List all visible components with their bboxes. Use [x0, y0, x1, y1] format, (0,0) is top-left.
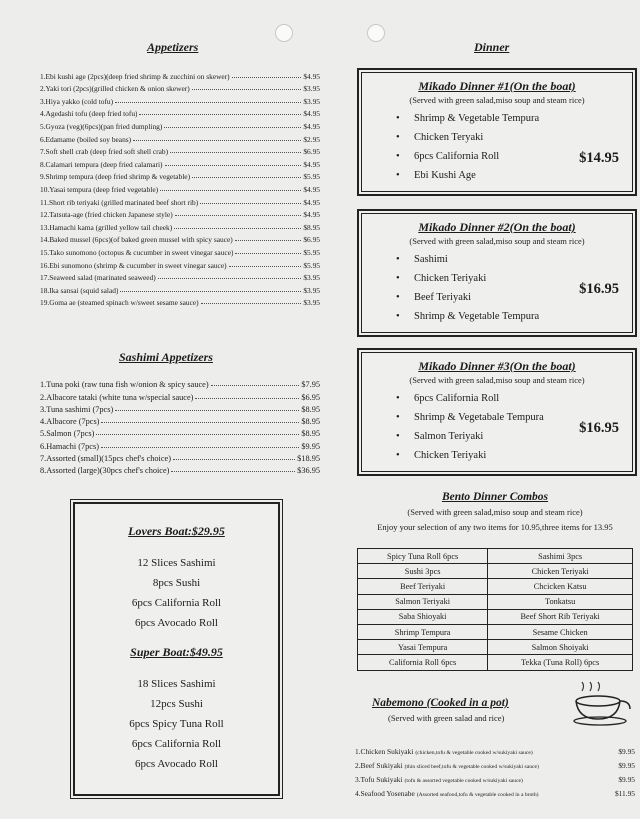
leader-dots [173, 459, 295, 460]
mikado-item: • 6pcs California Roll [414, 147, 635, 166]
item-price: $11.95 [614, 789, 635, 798]
mikado-title: Mikado Dinner #3(On the boat) [418, 359, 576, 373]
leader-dots [235, 240, 302, 241]
leader-dots [101, 422, 299, 423]
menu-item-row [40, 194, 320, 207]
mikado-items [359, 109, 635, 185]
leader-dots [201, 303, 302, 304]
bento-cell: Beef Teriyaki [358, 579, 488, 594]
item-price: $36.95 [297, 466, 320, 476]
leader-dots [139, 114, 301, 115]
bento-cell: Shrimp Tempura [358, 624, 488, 639]
leader-dots [133, 140, 301, 141]
mikado-item: • Shrimp & Vegetable Tempura [414, 307, 635, 326]
super-boat-title: Super Boat:$49.95 [130, 645, 223, 659]
item-price: $3.95 [303, 285, 320, 295]
item-price: $3.95 [303, 298, 320, 308]
item-name: 7.Soft shell crab (deep fried soft shell crab) [40, 147, 169, 157]
leader-dots [174, 228, 301, 229]
mikado-item: • Salmon Teriyaki [414, 427, 635, 446]
menu-item-row [40, 402, 320, 414]
item-price: $4.95 [303, 210, 320, 220]
appetizers-list [40, 68, 320, 307]
bento-cell: Tonkatsu [488, 594, 633, 609]
item-note: (thin sliced beef,tofu & vegetable cooked w/sukiyaki sauce) [404, 764, 539, 770]
bento-cell: Beef Short Rib Teriyaki [488, 609, 633, 624]
item-name: 5.Gyoza (veg)(6pcs)(pan fried dumpling) [40, 121, 163, 131]
item-name: 3.Hiya yakko (cold tofu) [40, 96, 114, 106]
menu-item-row [40, 131, 320, 144]
mikado-price: $16.95 [579, 420, 619, 436]
item-price: $4.95 [303, 109, 320, 119]
leader-dots [160, 190, 301, 191]
item-price: $6.95 [303, 235, 320, 245]
mikado-item: • Shrimp & Vegetabale Tempura [414, 408, 635, 427]
menu-item-row [40, 426, 320, 438]
item-name: 1.Tuna poki (raw tuna fish w/onion & spicy sauce) [40, 380, 209, 390]
bento-cell: Saba Shioyaki [358, 609, 488, 624]
item-price: $2.95 [303, 134, 320, 144]
menu-item-row [40, 106, 320, 119]
menu-item-row [40, 81, 320, 94]
bento-cell: Chicken Teriyaki [488, 564, 633, 579]
item-name: 4.Albacore (7pcs) [40, 417, 100, 427]
bento-cell: Sesame Chicken [488, 624, 633, 639]
item-name: 14.Baked mussel (6pcs)(of baked green mussel with spicy sauce) [40, 235, 233, 245]
bento-cell: Tekka (Tuna Roll) 6pcs [488, 655, 633, 670]
nabemono-row [355, 784, 635, 798]
super-boat-list [75, 674, 278, 774]
bento-row [358, 594, 633, 609]
item-name: 11.Short rib teriyaki (grilled marinated beef short rib) [40, 197, 199, 207]
bento-cell: Sashimi 3pcs [488, 549, 633, 564]
item-name: 8.Assorted (large)(30pcs chef's choice) [40, 466, 170, 476]
item-price: $3.95 [303, 84, 320, 94]
item-price: $5.95 [303, 247, 320, 257]
mikado-item: • Shrimp & Vegetable Tempura [414, 109, 635, 128]
mikado-dinner-3 [357, 348, 637, 476]
menu-item-row [40, 463, 320, 475]
mikado-price: $14.95 [579, 150, 619, 166]
item-price: $6.95 [303, 147, 320, 157]
item-price: $9.95 [301, 441, 320, 451]
bento-cell: California Roll 6pcs [358, 655, 488, 670]
nabemono-subtitle: (Served with green salad and rice) [388, 713, 505, 723]
item-price: $3.95 [303, 96, 320, 106]
item-note: (Assorted seafood,tofu & vegetable cooked in a broth) [416, 792, 539, 798]
menu-item-row [40, 207, 320, 220]
bento-row [358, 549, 633, 564]
binder-hole-right [367, 24, 385, 42]
menu-item-row [40, 169, 320, 182]
menu-item-row [40, 156, 320, 169]
item-price: $8.95 [301, 404, 320, 414]
mikado-item: • Ebi Kushi Age [414, 166, 635, 185]
item-price: $3.95 [303, 273, 320, 283]
binder-hole-left [275, 24, 293, 42]
item-price: $8.95 [301, 417, 320, 427]
item-name: 13.Hamachi kama (grilled yellow tail cheek) [40, 222, 173, 232]
nabemono-row [355, 742, 635, 756]
menu-item-row [40, 118, 320, 131]
super-boat-item: 6pcs California Roll [131, 738, 222, 750]
lovers-boat-item: 6pcs California Roll [131, 597, 222, 609]
menu-item-row [40, 257, 320, 270]
item-name: 2.Beef Sukiyaki [355, 761, 403, 770]
super-boat-item: 18 Slices Sashimi [137, 678, 216, 690]
item-price: $9.95 [618, 775, 635, 784]
item-price: $9.95 [618, 747, 635, 756]
lovers-boat-list [75, 553, 278, 633]
bento-row [358, 579, 633, 594]
menu-item-row [40, 244, 320, 257]
bento-row [358, 609, 633, 624]
item-name: 1.Ebi kushi age (2pcs)(deep fried shrimp & zucchini on skewer) [40, 71, 230, 81]
leader-dots [211, 385, 300, 386]
leader-dots [101, 447, 299, 448]
lovers-boat-item: 6pcs Avocado Roll [135, 617, 218, 629]
boat-specials-box [73, 502, 280, 796]
mikado-dinner-2 [357, 209, 637, 337]
bento-title: Bento Dinner Combos [441, 491, 549, 503]
leader-dots [115, 410, 299, 411]
nabemono-title: Nabemono (Cooked in a pot) [372, 697, 509, 709]
appetizers-title: Appetizers [147, 40, 199, 54]
mikado-item: • Chicken Teryaki [414, 128, 635, 147]
leader-dots [158, 278, 302, 279]
item-price: $8.95 [301, 429, 320, 439]
item-name: 10.Yasai tempura (deep fried vegetable) [40, 184, 159, 194]
mikado-title: Mikado Dinner #1(On the boat) [418, 79, 576, 93]
bento-subtitle: (Served with green salad,miso soup and steam rice) [407, 507, 583, 517]
bento-cell: Yasai Tempura [358, 640, 488, 655]
bento-cell: Chcicken Katsu [488, 579, 633, 594]
item-price: $18.95 [297, 454, 320, 464]
item-name: 4.Seafood Yosenabe [355, 789, 415, 798]
item-name: 5.Salmon (7pcs) [40, 429, 95, 439]
item-price: $5.95 [303, 172, 320, 182]
menu-item-row [40, 377, 320, 389]
menu-item-row [40, 68, 320, 81]
leader-dots [192, 177, 301, 178]
item-note: (tofu & assorted vegetable cooked w/sukiyaki sauce) [404, 778, 523, 784]
nabemono-row [355, 770, 635, 784]
leader-dots [200, 203, 301, 204]
bento-note: Enjoy your selection of any two items for 10.95,three items for 13.95 [377, 522, 613, 532]
mikado-subtitle: (Served with green salad,miso soup and steam rice) [409, 375, 585, 385]
leader-dots [165, 165, 302, 166]
item-name: 17.Seaweed salad (marinated seaweed) [40, 273, 156, 283]
cooking-pot-icon [568, 681, 632, 727]
lovers-boat-item: 12 Slices Sashimi [137, 557, 216, 569]
item-price: $4.95 [303, 184, 320, 194]
menu-item-row [40, 389, 320, 401]
item-name: 16.Ebi sunomono (shrimp & cucumber in sweet vinegar sauce) [40, 260, 227, 270]
dinner-title: Dinner [474, 40, 510, 54]
item-name: 2.Albacore tataki (white tuna w/special sauce) [40, 392, 194, 402]
mikado-dinner-1 [357, 68, 637, 196]
item-price: $6.95 [301, 392, 320, 402]
item-price: $4.95 [303, 121, 320, 131]
leader-dots [115, 102, 301, 103]
menu-item-row [40, 270, 320, 283]
bento-cell: Salmon Teriyaki [358, 594, 488, 609]
leader-dots [192, 89, 302, 90]
item-price: $4.95 [303, 159, 320, 169]
leader-dots [235, 253, 301, 254]
item-name: 6.Hamachi (7pcs) [40, 441, 99, 451]
super-boat-item: 12pcs Sushi [150, 698, 203, 710]
nabemono-list [355, 742, 635, 798]
bento-row [358, 564, 633, 579]
item-price: $9.95 [618, 761, 635, 770]
leader-dots [170, 152, 301, 153]
mikado-price: $16.95 [579, 281, 619, 297]
item-name: 12.Tatsuta-age (fried chicken Japanese style) [40, 210, 173, 220]
super-boat-item: 6pcs Spicy Tuna Roll [129, 718, 224, 730]
bento-row [358, 624, 633, 639]
nabemono-row [355, 756, 635, 770]
item-price: $8.95 [303, 222, 320, 232]
menu-item-row [40, 232, 320, 245]
item-name: 3.Tuna sashimi (7pcs) [40, 404, 114, 414]
leader-dots [229, 266, 302, 267]
sashimi-list [40, 377, 320, 475]
leader-dots [232, 77, 302, 78]
item-name: 2.Yaki tori (2pcs)(grilled chicken & onion skewer) [40, 84, 190, 94]
menu-item-row [40, 219, 320, 232]
bento-cell: Sushi 3pcs [358, 564, 488, 579]
mikado-item: • Sashimi [414, 250, 635, 269]
mikado-subtitle: (Served with green salad,miso soup and steam rice) [409, 95, 585, 105]
lovers-boat-item: 8pcs Sushi [152, 577, 201, 589]
item-price: $4.95 [303, 71, 320, 81]
item-name: 19.Goma ae (steamed spinach w/sweet sesame sauce) [40, 298, 199, 308]
mikado-item: • Chicken Teriyaki [414, 446, 635, 465]
mikado-title: Mikado Dinner #2(On the boat) [418, 220, 576, 234]
menu-item-row [40, 282, 320, 295]
menu-item-row [40, 414, 320, 426]
leader-dots [195, 398, 299, 399]
leader-dots [96, 434, 299, 435]
leader-dots [120, 291, 301, 292]
sashimi-title: Sashimi Appetizers [119, 350, 213, 364]
menu-item-row [40, 144, 320, 157]
bento-row [358, 655, 633, 670]
item-note: (chicken,tofu & vegetable cooked w/sukiyaki sauce) [415, 750, 533, 756]
item-name: 9.Shrimp tempura (deep fried shrimp & vegetable) [40, 172, 191, 182]
bento-cell: Spicy Tuna Roll 6pcs [358, 549, 488, 564]
leader-dots [164, 127, 301, 128]
item-name: 6.Edamame (boiled soy beans) [40, 134, 132, 144]
bento-cell: Salmon Shoiyaki [488, 640, 633, 655]
item-name: 18.Ika sansai (squid salad) [40, 285, 119, 295]
item-name: 7.Assorted (small)(15pcs chef's choice) [40, 454, 171, 464]
menu-item-row [40, 438, 320, 450]
item-price: $7.95 [301, 380, 320, 390]
bento-table [357, 548, 633, 671]
item-price: $4.95 [303, 197, 320, 207]
mikado-item: • 6pcs California Roll [414, 389, 635, 408]
item-name: 4.Agedashi tofu (deep fried tofu) [40, 109, 138, 119]
leader-dots [175, 215, 302, 216]
mikado-subtitle: (Served with green salad,miso soup and steam rice) [409, 236, 585, 246]
item-name: 15.Tako sunomono (octopus & cucumber in sweet vinegar sauce) [40, 247, 234, 257]
item-name: 1.Chicken Sukiyaki [355, 747, 414, 756]
item-name: 8.Calamari tempura (deep fried calamari) [40, 159, 163, 169]
bento-row [358, 640, 633, 655]
item-price: $5.95 [303, 260, 320, 270]
lovers-boat-title: Lovers Boat:$29.95 [128, 524, 225, 538]
item-name: 3.Tofu Sukiyaki [355, 775, 403, 784]
menu-item-row [40, 181, 320, 194]
menu-item-row [40, 295, 320, 308]
menu-item-row [40, 451, 320, 463]
super-boat-item: 6pcs Avocado Roll [135, 758, 218, 770]
mikado-item: • Beef Teriyaki [414, 288, 635, 307]
mikado-item: • Chicken Teriyaki [414, 269, 635, 288]
leader-dots [171, 471, 295, 472]
menu-item-row [40, 93, 320, 106]
